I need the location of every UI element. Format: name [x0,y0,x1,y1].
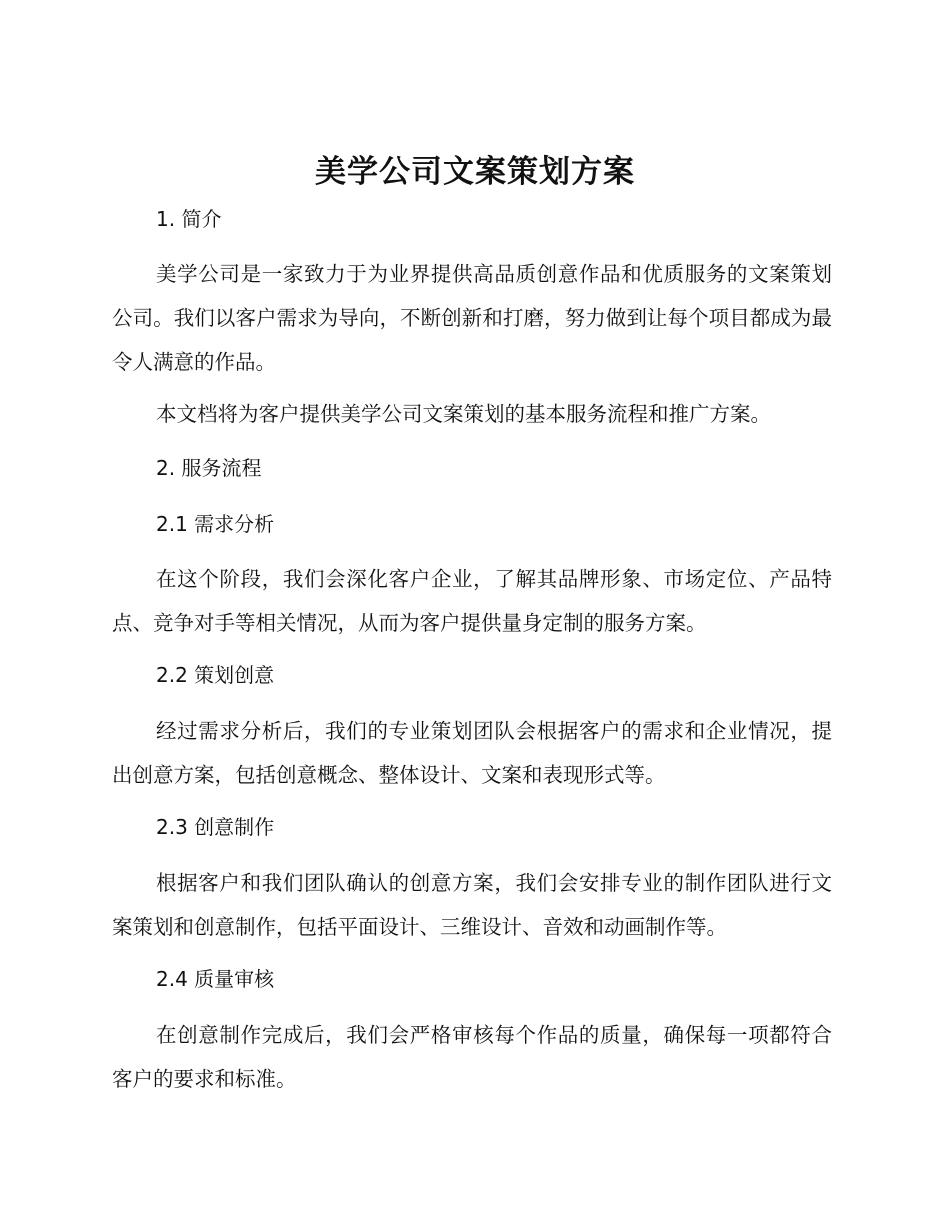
paragraph-quality-review: 在创意制作完成后，我们会严格审核每个作品的质量，确保每一项都符合客户的要求和标准。 [112,1023,832,1091]
subsection-heading-needs-analysis: 2.1 需求分析 [156,512,275,536]
document-title: 美学公司文案策划方案 [315,154,635,190]
section-heading-intro: 1. 简介 [156,207,222,231]
subsection-heading-quality-review: 2.4 质量审核 [156,967,275,991]
subsection-heading-planning-creative: 2.2 策划创意 [156,663,275,687]
paragraph-doc-purpose: 本文档将为客户提供美学公司文案策划的基本服务流程和推广方案。 [156,402,771,426]
paragraph-intro: 美学公司是一家致力于为业界提供高品质创意作品和优质服务的文案策划公司。我们以客户需求为导向，不断创新和打磨，努力做到让每个项目都成为最令人满意的作品。 [112,262,832,374]
subsection-heading-creative-production: 2.3 创意制作 [156,815,275,839]
paragraph-creative-production: 根据客户和我们团队确认的创意方案，我们会安排专业的制作团队进行文案策划和创意制作，包括平面设计、三维设计、音效和动画制作等。 [112,871,832,939]
section-heading-service-process: 2. 服务流程 [156,456,262,480]
paragraph-needs-analysis: 在这个阶段，我们会深化客户企业，了解其品牌形象、市场定位、产品特点、竞争对手等相关情况，从而为客户提供量身定制的服务方案。 [112,567,832,635]
paragraph-planning-creative: 经过需求分析后，我们的专业策划团队会根据客户的需求和企业情况，提出创意方案，包括创意概念、整体设计、文案和表现形式等。 [112,719,832,787]
